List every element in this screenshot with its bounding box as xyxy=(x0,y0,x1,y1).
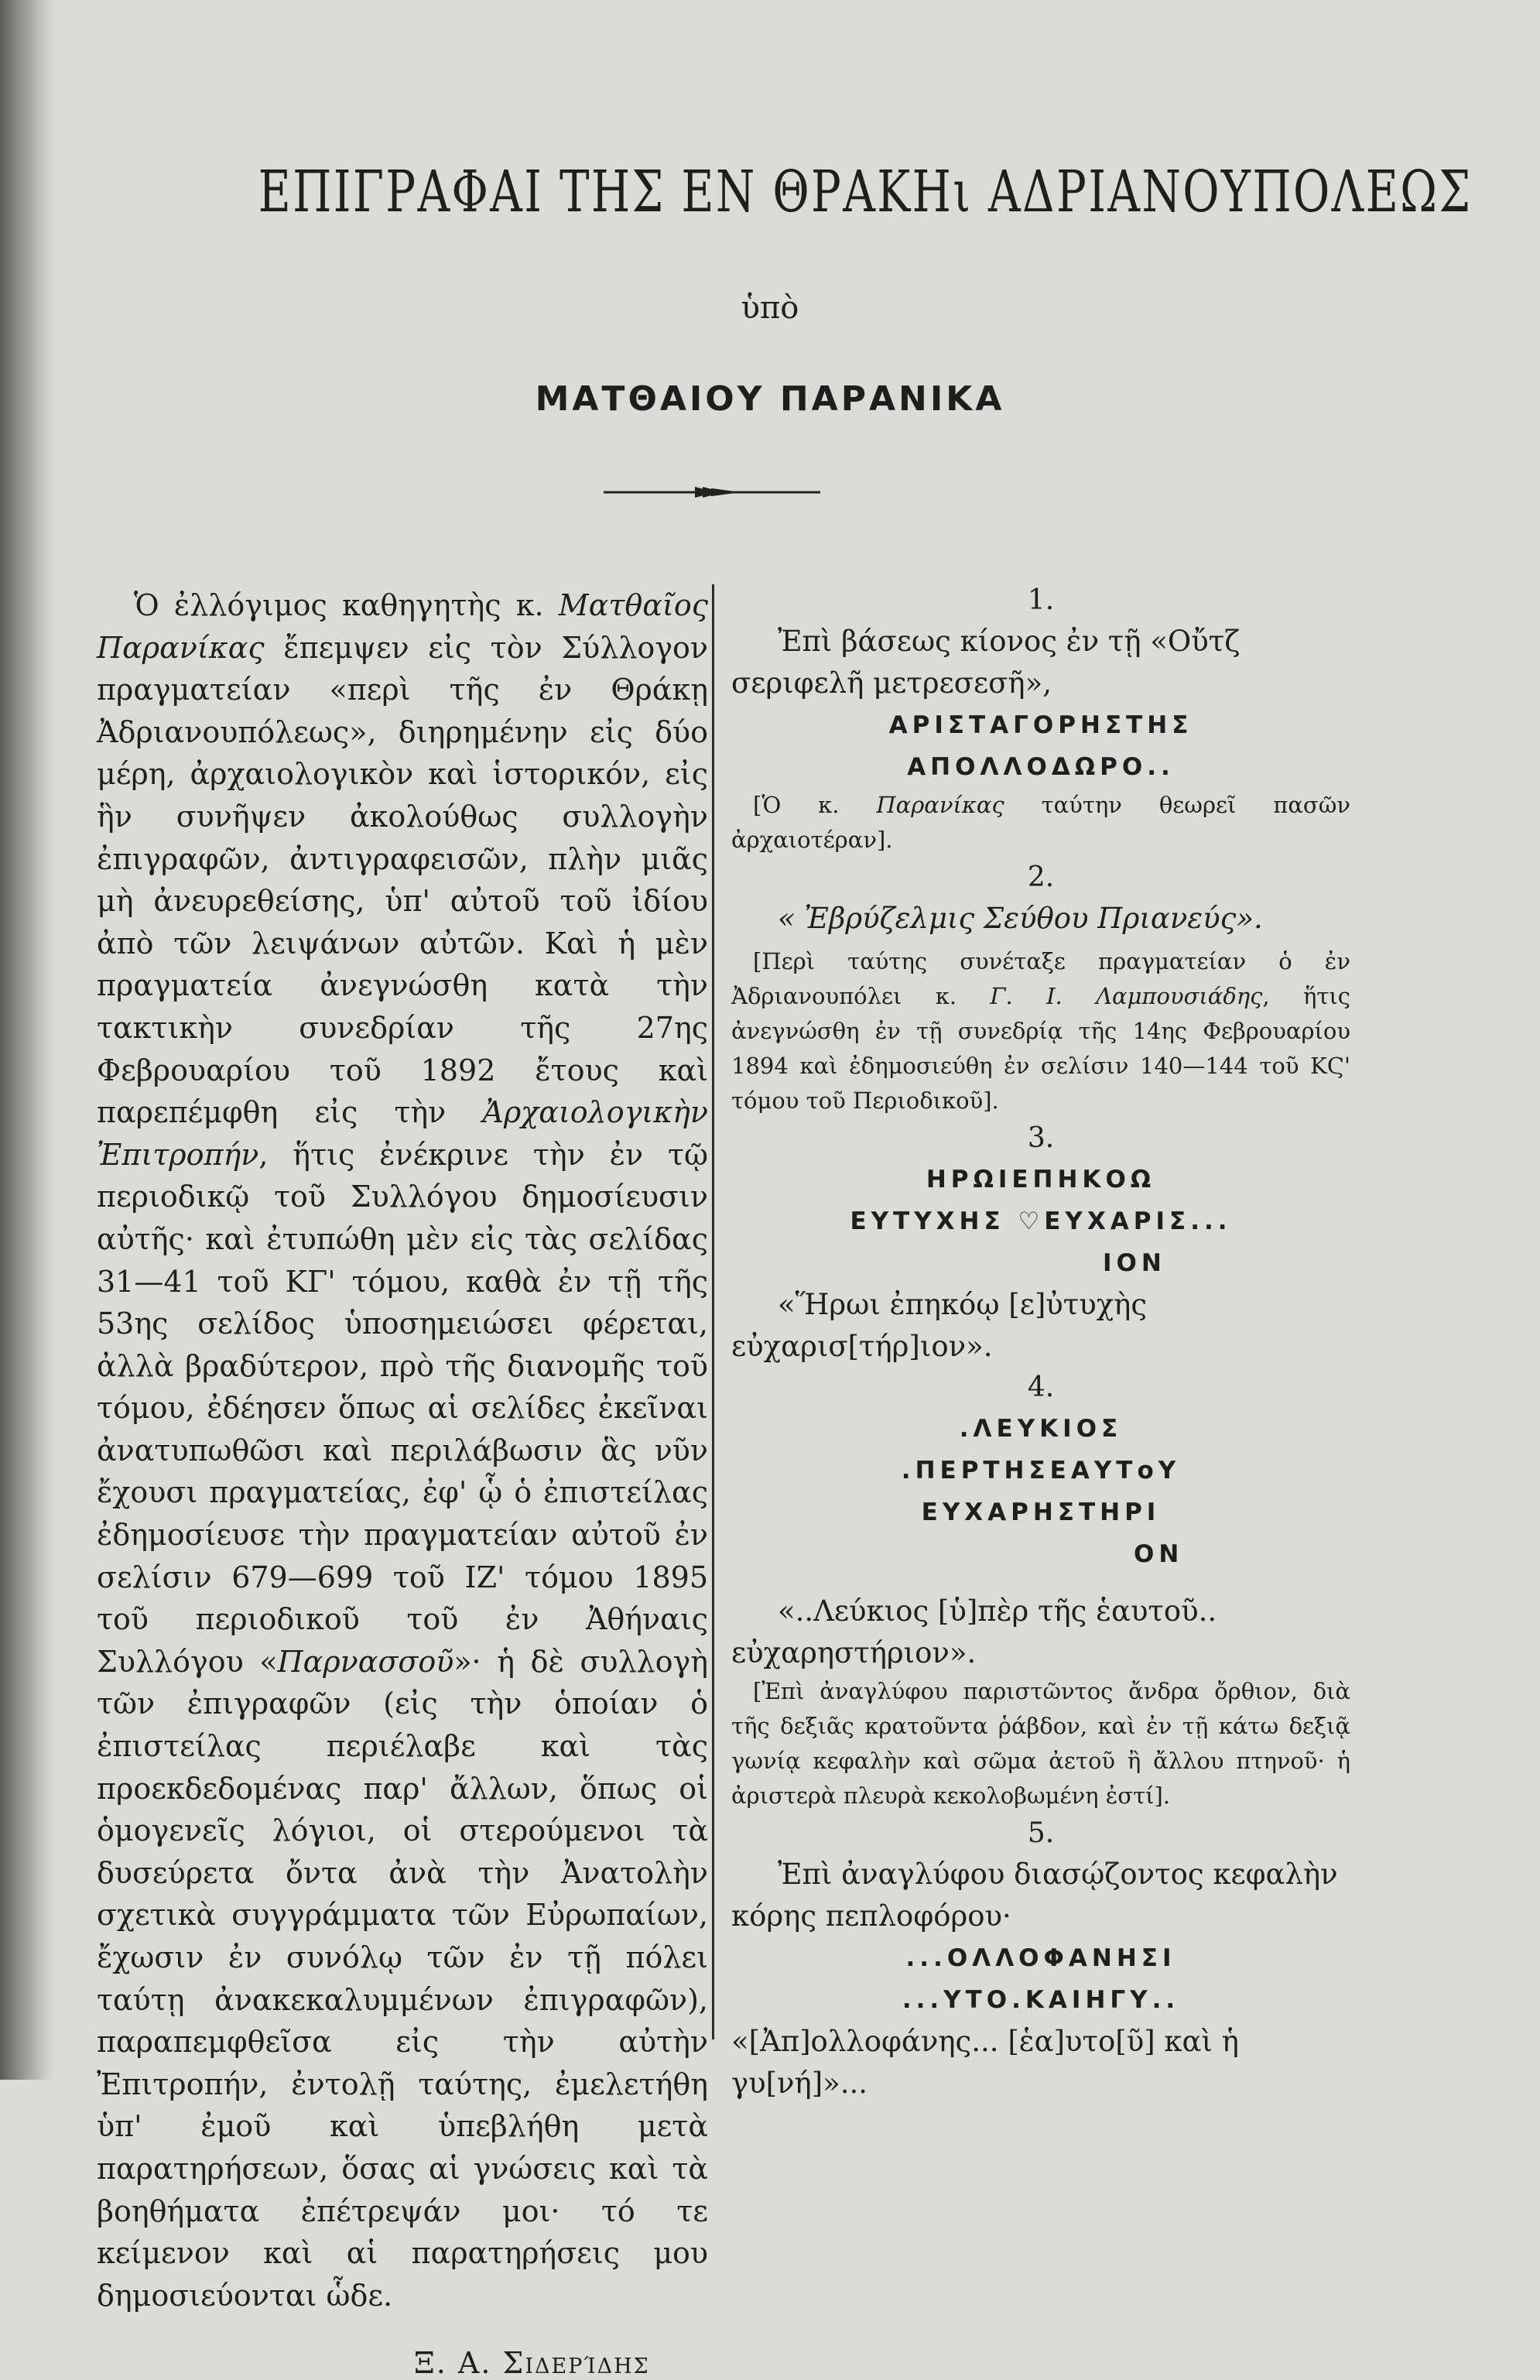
intro-author-name: Ματθαῖος Παρανίκας xyxy=(97,588,708,665)
inscription-number-2: 2. xyxy=(1027,861,1055,893)
note-text: , ἥτις ἀνεγνώσθη ἐν τῇ συνεδρίᾳ τῆς 14ης Φεβρουαρίου 1894 καὶ ἐδημοσιεύθη ἐν σελίσιν 140—144 τοῦ ΚϚ' τόμου τοῦ Περιοδικοῦ]. xyxy=(731,983,1350,1114)
inscription-1-note xyxy=(731,788,1350,858)
left-column xyxy=(97,584,708,2380)
intro-journal: Παρνασσοῦ xyxy=(277,1644,454,1679)
inscription-2-note xyxy=(731,944,1350,1118)
byline: ὑπὸ xyxy=(741,290,799,326)
note-name: Παρανίκας xyxy=(876,792,1004,818)
signature: Ξ. Α. Σιδερίδης xyxy=(414,2346,650,2380)
ornament-divider xyxy=(604,486,820,498)
author-name: ΜΑΤΘΑΙΟΥ ΠΑΡΑΝΙΚΑ xyxy=(535,379,1005,419)
inscription-1-location: Ἐπὶ βάσεως κίονος ἐν τῇ «Οὔτζ σεριφελῆ μετρεσεσῆ», xyxy=(731,625,1241,700)
inscription-5-transcription: «[Ἀπ]ολλοφάνης... [ἑα]υτο[ῦ] καὶ ἡ γυ[νή]»... xyxy=(731,2025,1239,2100)
inscription-4-transcription: «..Λεύκιος [ὑ]πὲρ τῆς ἑαυτοῦ.. εὐχαρηστήριον». xyxy=(731,1594,1217,1669)
note-name: Γ. Ι. Λαμπουσιάδης xyxy=(990,983,1263,1009)
right-column xyxy=(731,580,1350,2104)
intro-committee: Ἀρχαιολογικὴν Ἐπιτροπήν xyxy=(97,1095,708,1172)
inscription-4-line-3: ΕΥΧΑΡΗΣΤΗΡΙ xyxy=(921,1498,1161,1526)
inscription-3-transcription: «Ἥρωι ἐπηκόῳ [ε]ὐτυχὴς εὐχαρισ[τήρ]ιον». xyxy=(731,1288,1148,1363)
inscription-4-line-2: .ΠΕΡΤΗΣΕΑΥΤοΥ xyxy=(901,1457,1181,1485)
inscription-4-line-1: .ΛΕΥΚΙΟΣ xyxy=(959,1415,1123,1443)
inscription-5-line-1: ...ΟΛΛΟΦΑΝΗΣΙ xyxy=(905,1944,1176,1972)
inscription-3-line-1: ΗΡΩΙΕΠΗΚΟΩ xyxy=(926,1166,1156,1193)
intro-text-2: ἔπεμψεν εἰς τὸν Σύλλογον πραγματείαν «περὶ τῆς ἐν Θράκῃ Ἀδριανουπόλεως», διηρημένην εἰς δύο μέρη, ἀρχαιολογικὸν καὶ ἱστορικόν, εἰς ἣν συνῆψεν ἀκολούθως συλλογὴν ἐπιγραφῶν, ἀντιγραφεισῶν, πλὴν μιᾶς μὴ ἀνευρεθείσης, ὑπ' αὐτοῦ τοῦ ἰδίου ἀπὸ τῶν λειψάνων αὐτῶν. Καὶ ἡ μὲν πραγματεία ἀνεγνώσθη κατὰ τὴν τακτικὴν συνεδρίαν τῆς 27ης Φεβρουαρίου τοῦ 1892 ἔτους καὶ παρεπέμφθη εἰς τὴν xyxy=(97,630,708,1130)
inscription-4-line-4: ΟΝ xyxy=(1134,1540,1184,1568)
inscription-number-5: 5. xyxy=(1027,1817,1055,1849)
inscription-5-line-2: ...ΥΤΟ.ΚΑΙΗΓΥ.. xyxy=(902,1986,1180,2014)
inscription-3-line-2: ΕΥΤΥΧΗΣ ♡ΕΥΧΑΡΙΣ... xyxy=(850,1207,1232,1235)
note-text: ταύτην θεωρεῖ πασῶν ἀρχαιοτέραν]. xyxy=(731,792,1351,853)
intro-text-1: Ὁ ἐλλόγιμος καθηγητὴς κ. xyxy=(134,588,559,622)
intro-text-4: »· ἡ δὲ συλλογὴ τῶν ἐπιγραφῶν (εἰς τὴν ὁποίαν ὁ ἐπιστείλας περιέλαβε καὶ τὰς προεκδεδομένας παρ' ἄλλων, ὅπως οἱ ὁμογενεῖς λόγιοι, οἱ στερούμενοι τὰ δυσεύρετα ὄντα ἀνὰ τὴν Ἀνατολὴν σχετικὰ συγγράμματα τῶν Εὐρωπαίων, ἔχωσιν ἐν συνόλῳ τῶν ἐν τῇ πόλει ταύτῃ ἀνακεκαλυμμένων ἐπιγραφῶν), παραπεμφθεῖσα εἰς τὴν αὐτὴν Ἐπιτροπήν, ἐντολῇ ταύτης, ἐμελετήθη ὑπ' ἐμοῦ καὶ ὑπεβλήθη μετὰ παρατηρήσεων, ὅσας αἱ γνώσεις καὶ τὰ βοηθήματα ἐπέτρεψάν μοι· τό τε κείμενον καὶ αἱ παρατηρήσεις μου δημοσιεύονται ὧδε. xyxy=(97,1644,709,2313)
inscription-number-3: 3. xyxy=(1027,1122,1055,1154)
inscription-2-text: « Ἐβρύζελμις Σεύθου Πριανεύς». xyxy=(778,902,1263,935)
introductory-paragraph xyxy=(97,584,708,2317)
inscription-5-description: Ἐπὶ ἀναγλύφου διασῴζοντος κεφαλὴν κόρης πεπλοφόρου· xyxy=(731,1858,1338,1933)
inscription-3-line-3: ΙΟΝ xyxy=(1103,1249,1166,1277)
column-divider xyxy=(712,584,714,2039)
inscription-number-1: 1. xyxy=(1027,584,1055,616)
article-title: ΕΠΙΓΡΑΦΑΙ ΤΗΣ ΕΝ ΘΡΑΚΗι ΑΔΡΙΑΝΟΥΠΟΛΕΩΣ xyxy=(258,159,1473,225)
note-text: [Ὁ κ. xyxy=(753,792,877,818)
intro-text-3: , ἥτις ἐνέκρινε τὴν ἐν τῷ περιοδικῷ τοῦ Συλλόγου δημοσίευσιν αὐτῆς· καὶ ἐτυπώθη μὲν εἰς τὰς σελίδας 31—41 τοῦ ΚΓ' τόμου, καθὰ ἐν τῇ τῆς 53ης σελίδος ὑποσημειώσει φέρεται, ἀλλὰ βραδύτερον, πρὸ τῆς διανομῆς τοῦ τόμου, ἐδέησεν ὅπως αἱ σελίδες ἐκεῖναι ἀνατυπωθῶσι καὶ περιλάβωσιν ἃς νῦν ἔχουσι πραγματείας, ἐφ' ᾧ ὁ ἐπιστείλας ἐδημοσίευσε τὴν πραγματείαν αὐτοῦ ἐν σελίσιν 679—699 τοῦ ΙΖ' τόμου 1895 τοῦ περιοδικοῦ τοῦ ἐν Ἀθήναις Συλλόγου « xyxy=(97,1137,708,1679)
note-text: [Περὶ ταύτης συνέταξε πραγματείαν ὁ ἐν Ἀδριανουπόλει κ. xyxy=(731,948,1350,1009)
inscription-1-line-2: ΑΠΟΛΛΟΔΩΡΟ.. xyxy=(907,753,1175,781)
inscription-number-4: 4. xyxy=(1027,1371,1055,1403)
inscription-4-note: [Ἐπὶ ἀναγλύφου παριστῶντος ἄνδρα ὄρθιον, διὰ τῆς δεξιᾶς κρατοῦντα ῥάβδον, καὶ ἐν τῇ κάτω δεξιᾷ γωνίᾳ κεφαλὴν καὶ σῶμα ἀετοῦ ἢ ἄλλου πτηνοῦ· ἡ ἀριστερὰ πλευρὰ κεκολοβωμένη ἐστί]. xyxy=(731,1678,1350,1809)
inscription-1-line-1: ΑΡΙΣΤΑΓΟΡΗΣΤΗΣ xyxy=(888,711,1193,739)
